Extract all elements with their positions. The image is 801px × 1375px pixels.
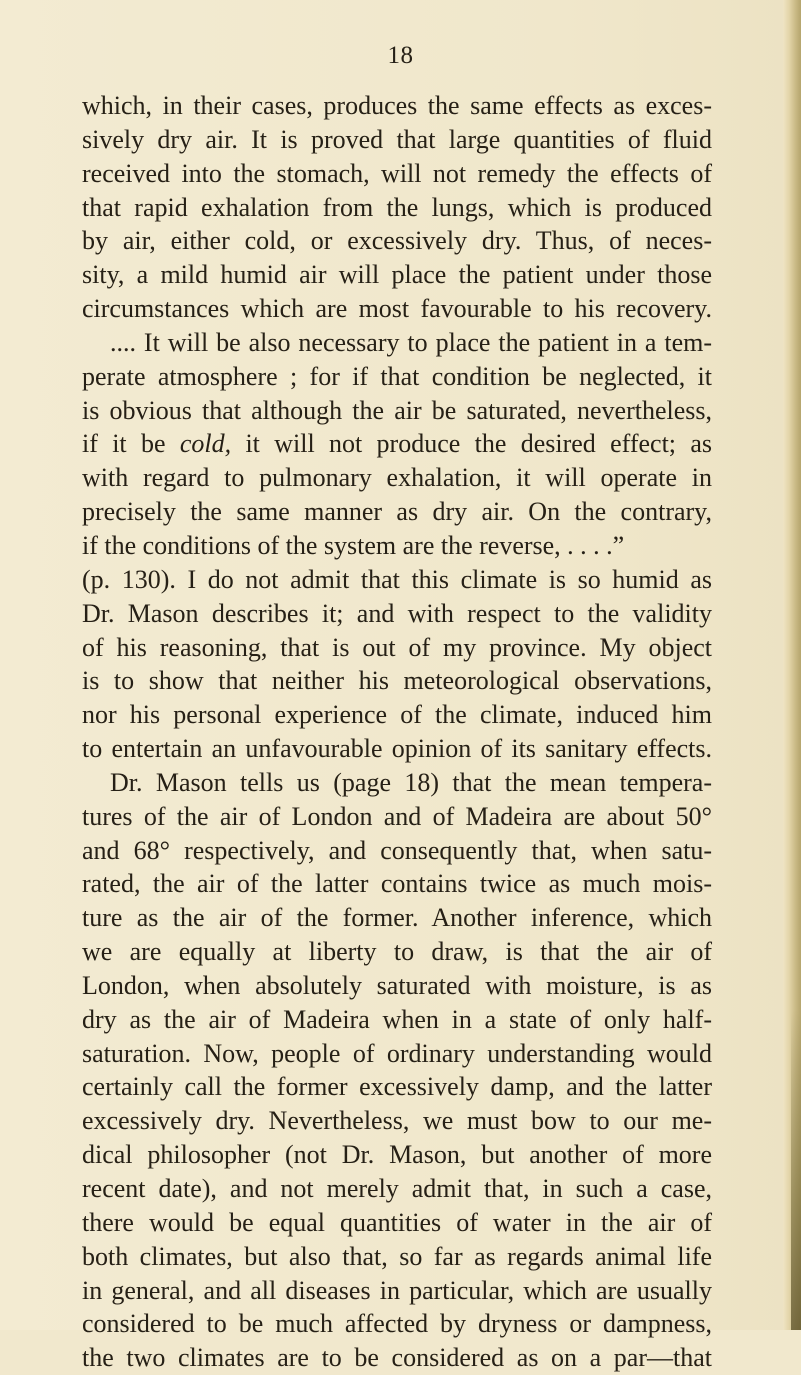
text-line: which, in their cases, produces the same effects as exces- (82, 91, 712, 120)
text-line: rated, the air of the latter contains twice as much mois- (82, 869, 712, 899)
text-line: dical philosopher (not Dr. Mason, but another of more (82, 1140, 712, 1170)
text-line: .... It will be also necessary to place the patient in a tem- (110, 327, 712, 357)
text-line: perate atmosphere ; for if that condition be neglected, it (82, 361, 712, 391)
text-line: considered to be much affected by dryness or dampness, (82, 1309, 712, 1339)
text-line: circumstances which are most favourable to his recovery. (82, 294, 712, 324)
italic-word: cold, (179, 429, 232, 459)
text-line: there would be equal quantities of water in the air of (82, 1207, 712, 1237)
text-line: nor his personal experience of the climate, induced him (82, 700, 712, 730)
text-line (82, 427, 712, 461)
text-line: with regard to pulmonary exhalation, it will operate in (82, 463, 712, 493)
text-line: if the conditions of the system are the reverse, . . . .” (82, 530, 625, 560)
text-line: London, when absolutely saturated with moisture, is as (82, 970, 712, 1000)
text-line: that rapid exhalation from the lungs, which is produced (82, 192, 712, 222)
text-line: of his reasoning, that is out of my province. My object (82, 632, 712, 662)
text-line: sity, a mild humid air will place the patient under those (82, 260, 712, 290)
page-edge-shadow (791, 1010, 801, 1330)
text-line: is to show that neither his meteorological observations, (82, 666, 712, 696)
text-line: the two climates are to be considered as on a par—that (82, 1343, 712, 1373)
text-line: in general, and all diseases in particular, which are usually (82, 1275, 712, 1305)
text-line: saturation. Now, people of ordinary understanding would (82, 1038, 712, 1068)
text-line: both climates, but also that, so far as regards animal life (82, 1241, 712, 1271)
text-segment: if it be (82, 429, 180, 459)
text-line: and 68° respectively, and consequently that, when satu- (82, 835, 712, 865)
text-segment: it will not produce the desired effect; as (231, 429, 712, 459)
text-line: (p. 130). I do not admit that this climate is so humid as (82, 564, 712, 594)
page-number: 18 (387, 42, 414, 69)
text-line: we are equally at liberty to draw, is that the air of (82, 937, 712, 967)
text-line: sively dry air. It is proved that large quantities of fluid (82, 124, 712, 154)
text-line: excessively dry. Nevertheless, we must bow to our me- (82, 1106, 712, 1136)
body-text (82, 89, 712, 1375)
text-line: is obvious that although the air be saturated, nevertheless, (82, 395, 712, 425)
text-line: ture as the air of the former. Another inference, which (82, 903, 712, 933)
text-line: Dr. Mason describes it; and with respect to the validity (82, 598, 712, 628)
text-line: by air, either cold, or excessively dry. Thus, of neces- (82, 226, 712, 256)
text-line: tures of the air of London and of Madeira are about 50° (82, 801, 712, 831)
text-line: dry as the air of Madeira when in a state of only half- (82, 1004, 712, 1034)
text-line: certainly call the former excessively damp, and the latter (82, 1072, 712, 1102)
text-line: received into the stomach, will not remedy the effects of (82, 158, 712, 188)
text-line: Dr. Mason tells us (page 18) that the mean tempera- (110, 767, 712, 797)
text-line: precisely the same manner as dry air. On the contrary, (82, 497, 712, 527)
text-line: to entertain an unfavourable opinion of its sanitary effects. (82, 734, 712, 764)
text-line: recent date), and not merely admit that, in such a case, (82, 1174, 712, 1203)
